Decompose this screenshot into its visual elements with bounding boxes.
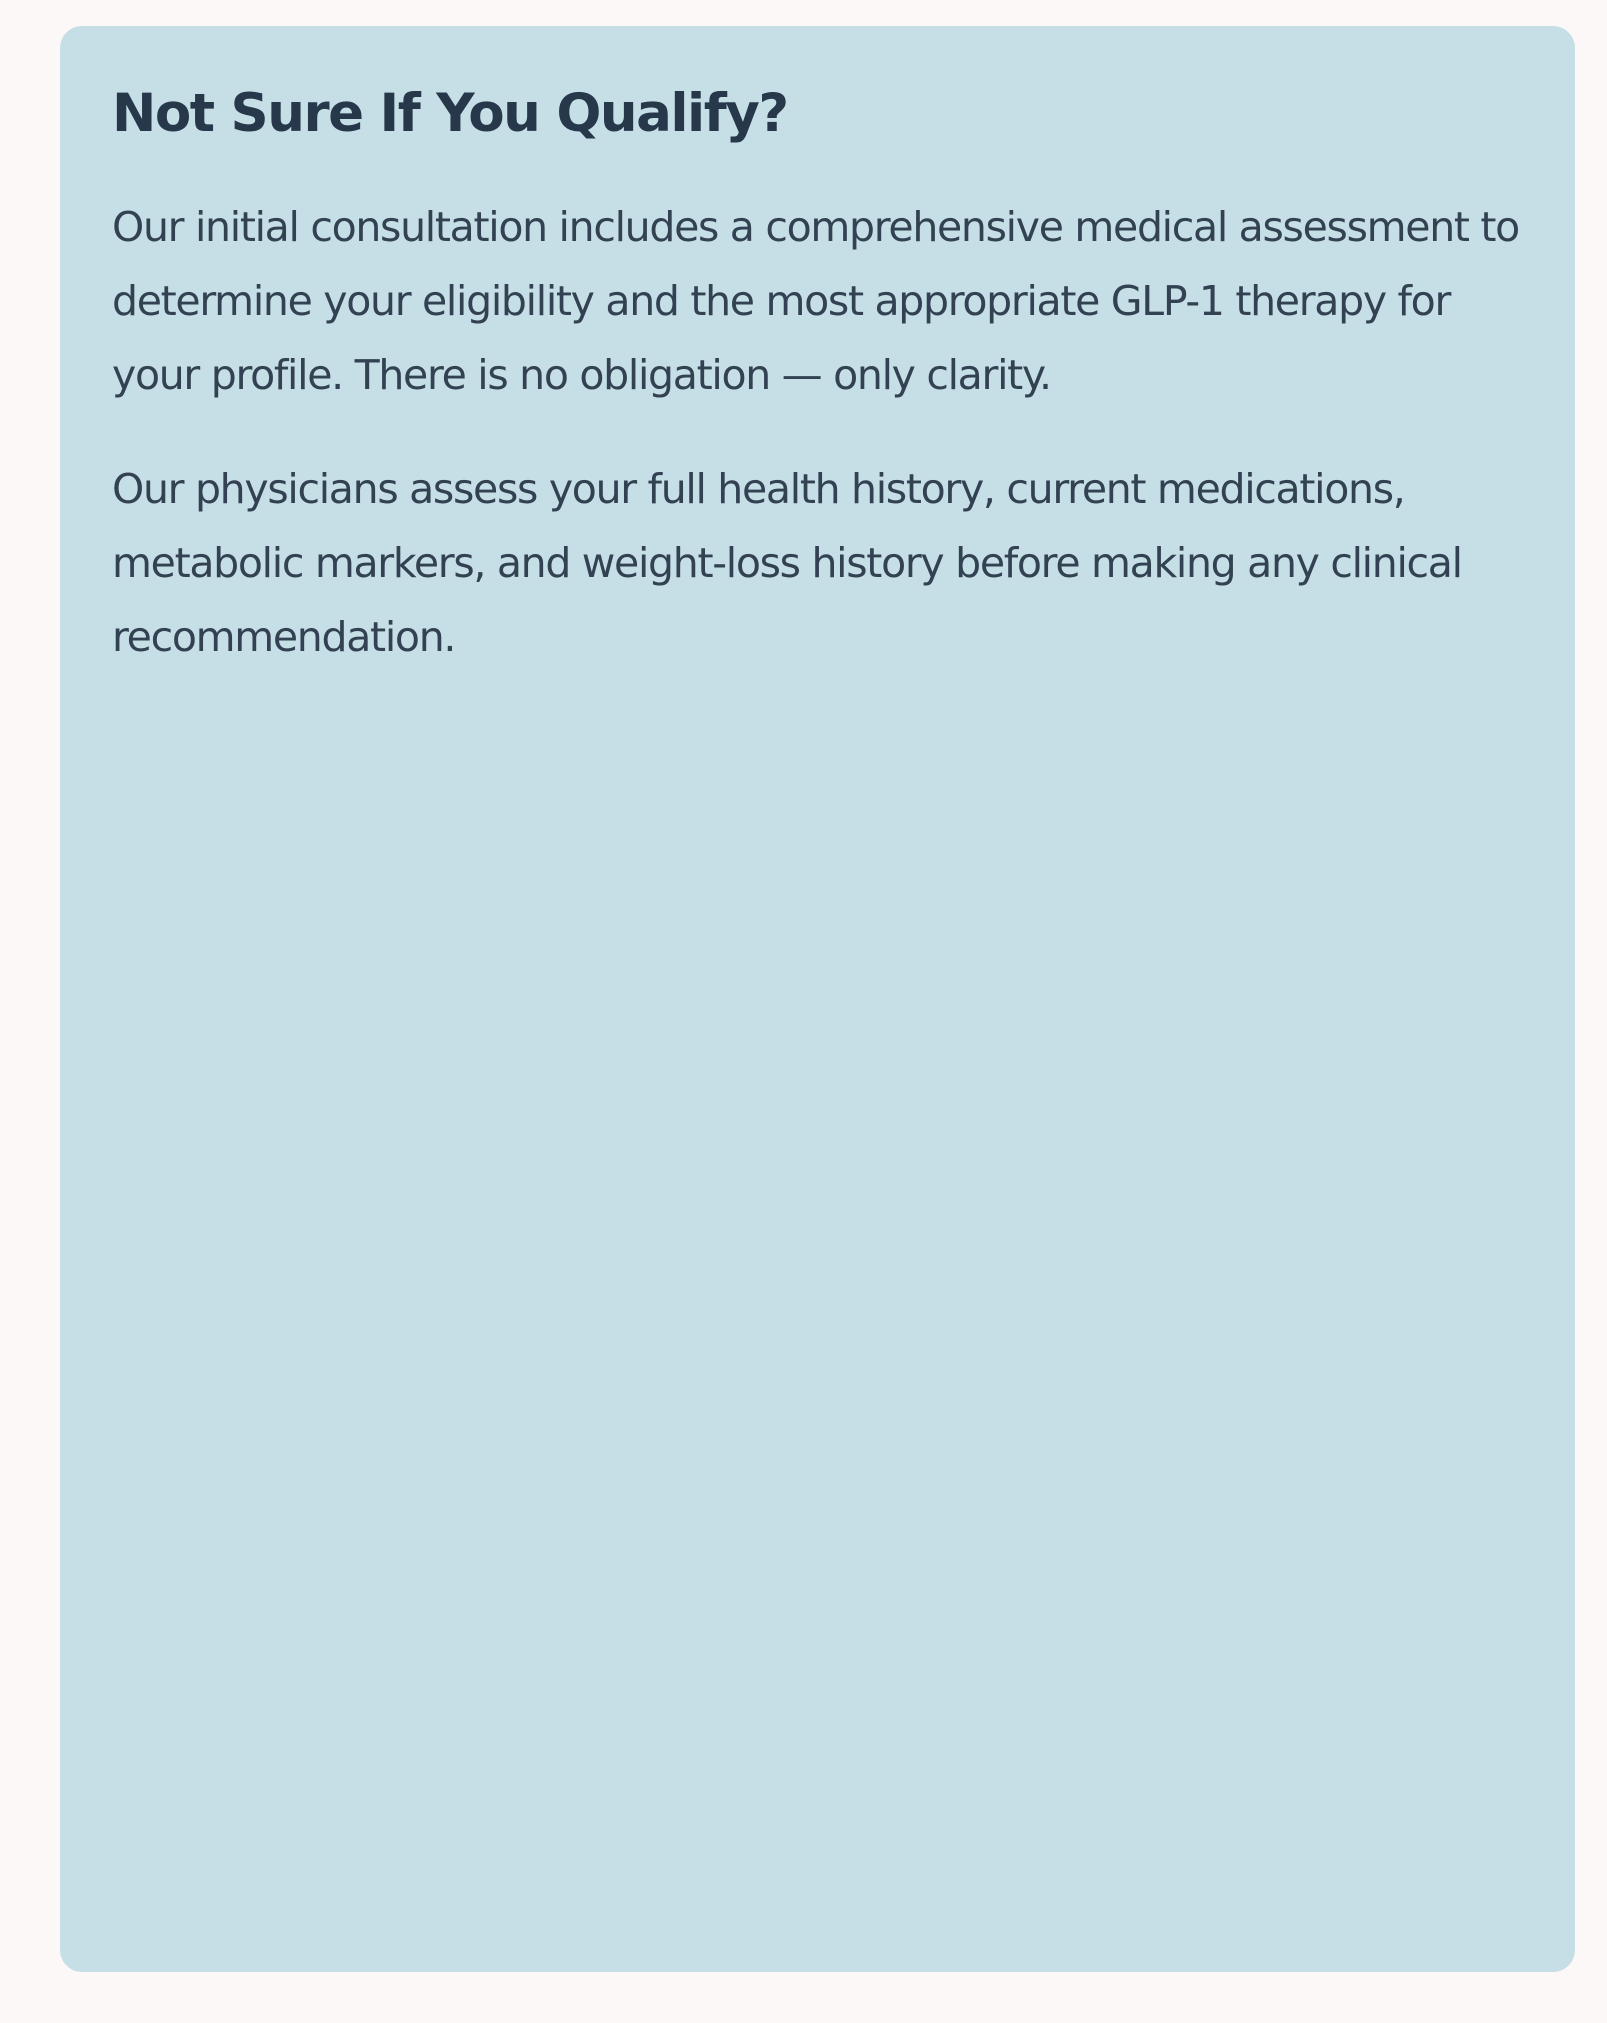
card-title: Not Sure If You Qualify? (112, 83, 788, 144)
qualification-info-card (60, 26, 1575, 1972)
consultation-description: Our initial consultation includes a comprehensive medical assessment to determine your eligibility and the most appropriate GLP-1 therapy for your profile. There is no obligation — only clarity. (112, 202, 1519, 399)
physician-assessment-description: Our physicians assess your full health history, current medications, metabolic markers, and weight-loss history before making any clinical recommendation. (112, 464, 1462, 661)
